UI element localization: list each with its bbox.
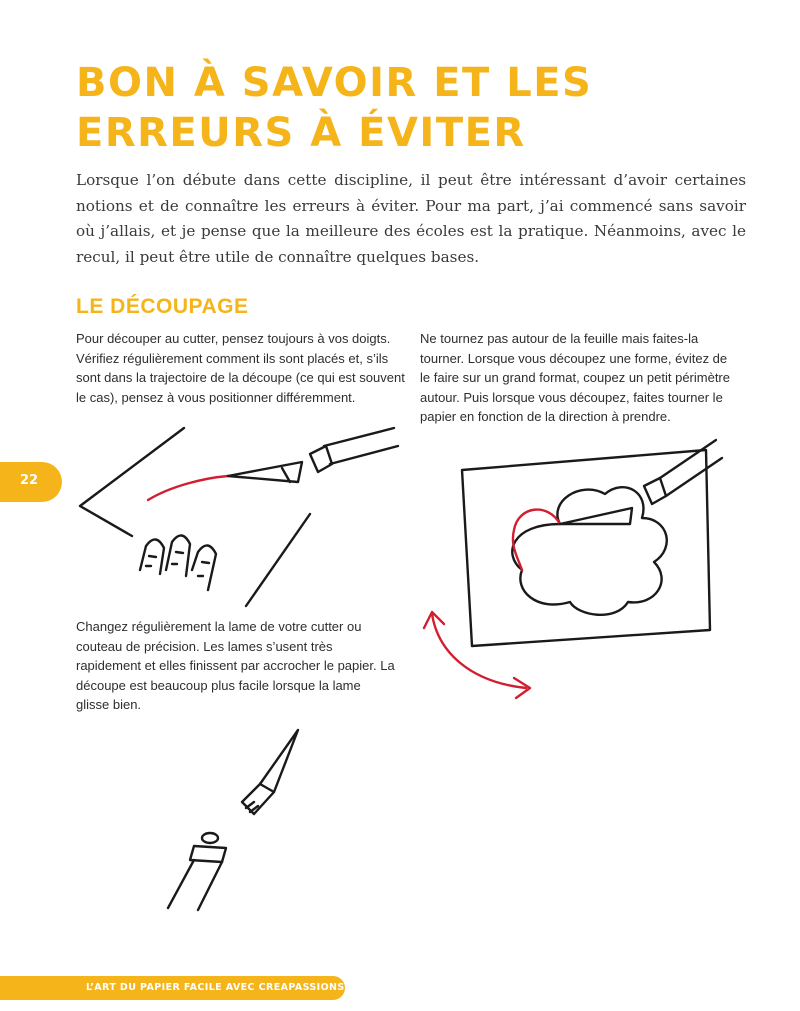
section-title: LE DÉCOUPAGE (76, 295, 249, 318)
tip-rotate-paper-text: Ne tournez pas autour de la feuille mais faites-la tourner. Lorsque vous découpez une forme, évitez de le faire sur un grand format, coupez un petit périmètre autour. Puis lorsque vous découpez, faites tourner le papier en fonction de la direction à prendre. (420, 331, 730, 424)
footer-bar (0, 976, 375, 1000)
tip-change-blade-text: Changez régulièrement la lame de votre cutter ou couteau de précision. Les lames s’usent très rapidement et elles finissent par accrocher le papier. La découpe est beaucoup plus facile lorsque la lame glisse bien. (76, 619, 395, 712)
footer-text: L’ART DU PAPIER FACILE AVEC CREAPASSIONS.COM (86, 982, 375, 993)
hand-cutting-illustration (76, 420, 406, 610)
intro-paragraph: Lorsque l’on débute dans cette discipline, il peut être intéressant d’avoir certaines notions et de connaître les erreurs à éviter. Pour ma part, j’ai commencé sans savoir où j’allais, et je pense que la meilleure des écoles est la pratique. Néanmoins, avec le recul, il peut être utile de connaître quelques bases. (76, 171, 746, 266)
blade-replacement-illustration (150, 722, 350, 912)
page-number-tab (0, 462, 62, 502)
page-title: BON À SAVOIR ET LES ERREURS À ÉVITER (76, 60, 593, 156)
rotate-paper-illustration (410, 430, 750, 700)
page-number: 22 (20, 473, 39, 488)
tip-fingers-text: Pour découper au cutter, pensez toujours à vos doigts. Vérifiez régulièrement comment ils sont placés et, s’ils sont dans la trajectoire de la découpe (ce qui est souvent le cas), pensez à vous positionner différemment. (76, 331, 405, 405)
